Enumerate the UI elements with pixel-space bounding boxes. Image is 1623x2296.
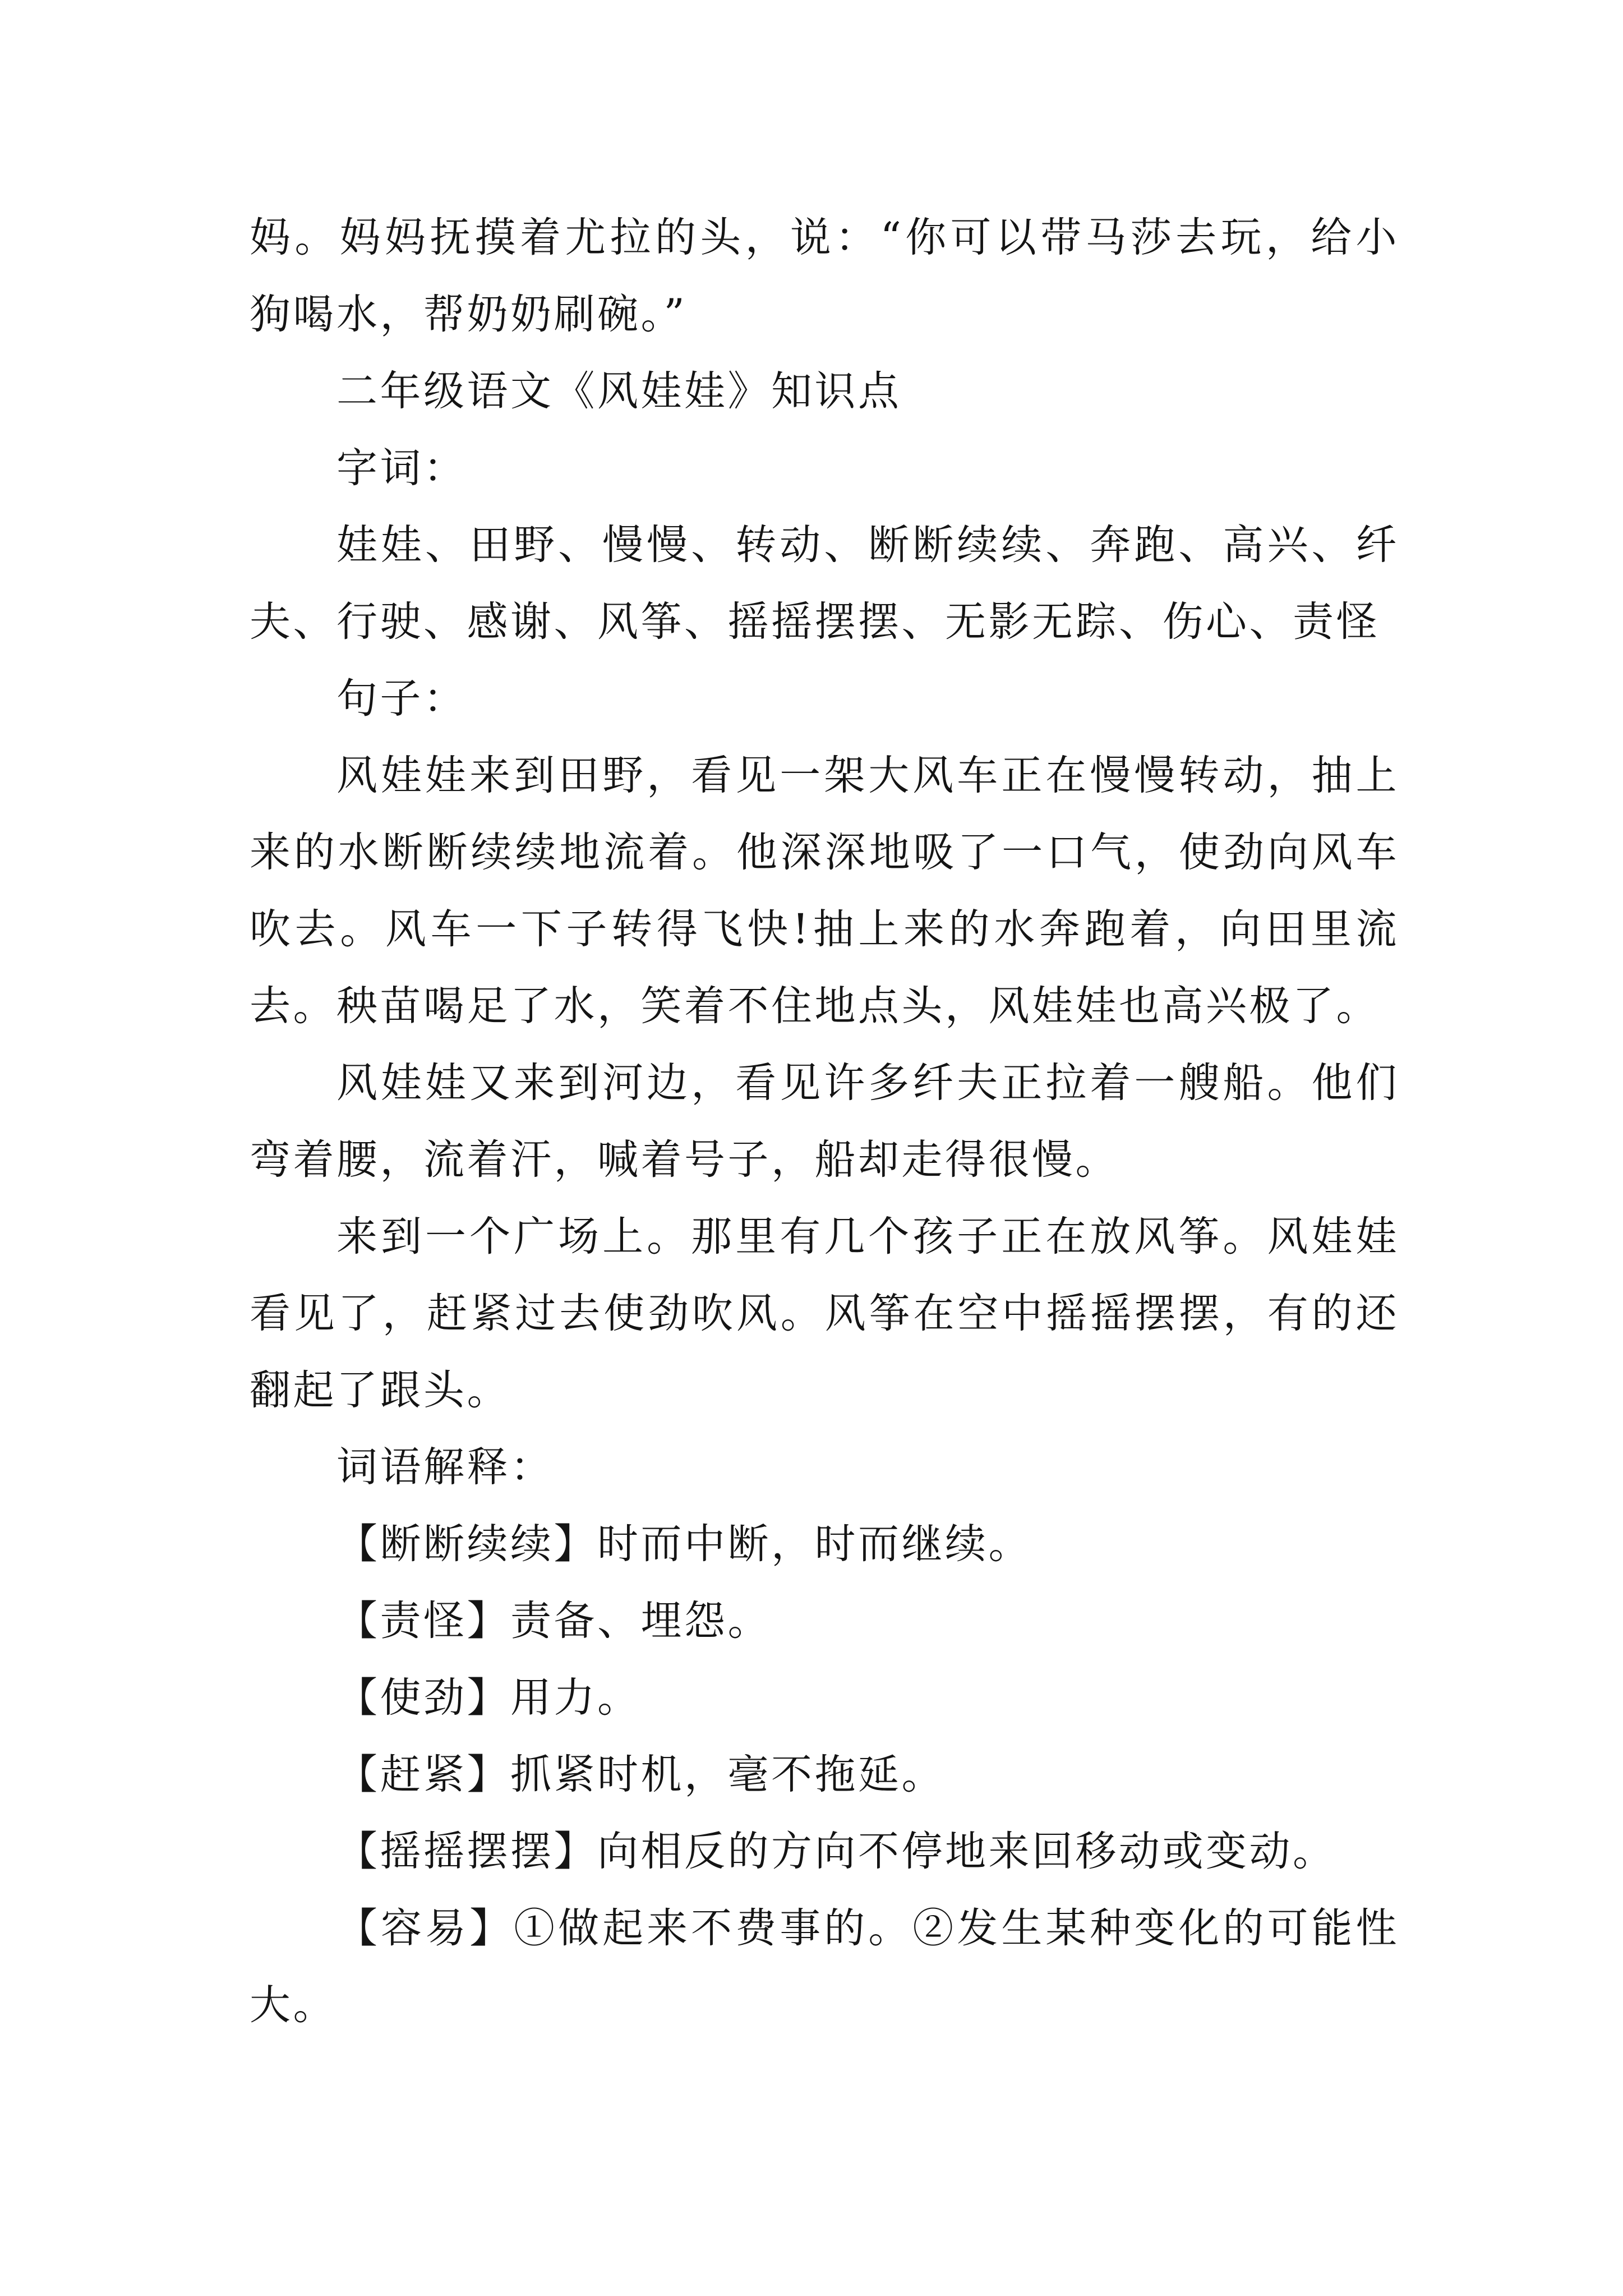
definition-item: 【断断续续】时而中断，时而继续。	[336, 1520, 1032, 1568]
subheading-sentences: 句子：	[336, 675, 467, 723]
subheading-words: 字词：	[336, 444, 467, 492]
word-list: 娃娃、田野、慢慢、转动、断断续续、奔跑、高兴、纤夫、行驶、感谢、风筝、摇摇摆摆、无影无踪、伤心、责怪	[250, 521, 1399, 646]
sentence-paragraph-1: 风娃娃来到田野，看见一架大风车正在慢慢转动，抽上来的水断断续续地流着。他深深地吸了一口气，使劲向风车吹去。风车一下子转得飞快!抽上来的水奔跑着，向田里流去。秧苗喝足了水，笑着不住地点头，风娃娃也高兴极了。	[250, 752, 1399, 1030]
document-body	[250, 199, 1399, 2044]
subheading-word-explanation: 词语解释：	[336, 1443, 554, 1491]
sentence-paragraph-2: 风娃娃又来到河边，看见许多纤夫正拉着一艘船。他们弯着腰，流着汗，喊着号子，船却走得很慢。	[250, 1059, 1399, 1184]
definition-item: 【摇摇摆摆】向相反的方向不停地来回移动或变动。	[336, 1828, 1336, 1875]
definition-item: 【赶紧】抓紧时机，毫不拖延。	[336, 1751, 945, 1798]
definition-item: 【容易】①做起来不费事的。②发生某种变化的可能性大。	[250, 1904, 1399, 2029]
definition-item: 【责怪】责备、埋怨。	[336, 1597, 771, 1645]
paragraph-continuation: 妈。妈妈抚摸着尤拉的头，说：“你可以带马莎去玩，给小狗喝水，帮奶奶刷碗。”	[250, 214, 1399, 338]
section-heading: 二年级语文《风娃娃》知识点	[336, 367, 902, 415]
sentence-paragraph-3: 来到一个广场上。那里有几个孩子正在放风筝。风娃娃看见了，赶紧过去使劲吹风。风筝在空中摇摇摆摆，有的还翻起了跟头。	[250, 1213, 1399, 1414]
definition-item: 【使劲】用力。	[336, 1674, 641, 1722]
